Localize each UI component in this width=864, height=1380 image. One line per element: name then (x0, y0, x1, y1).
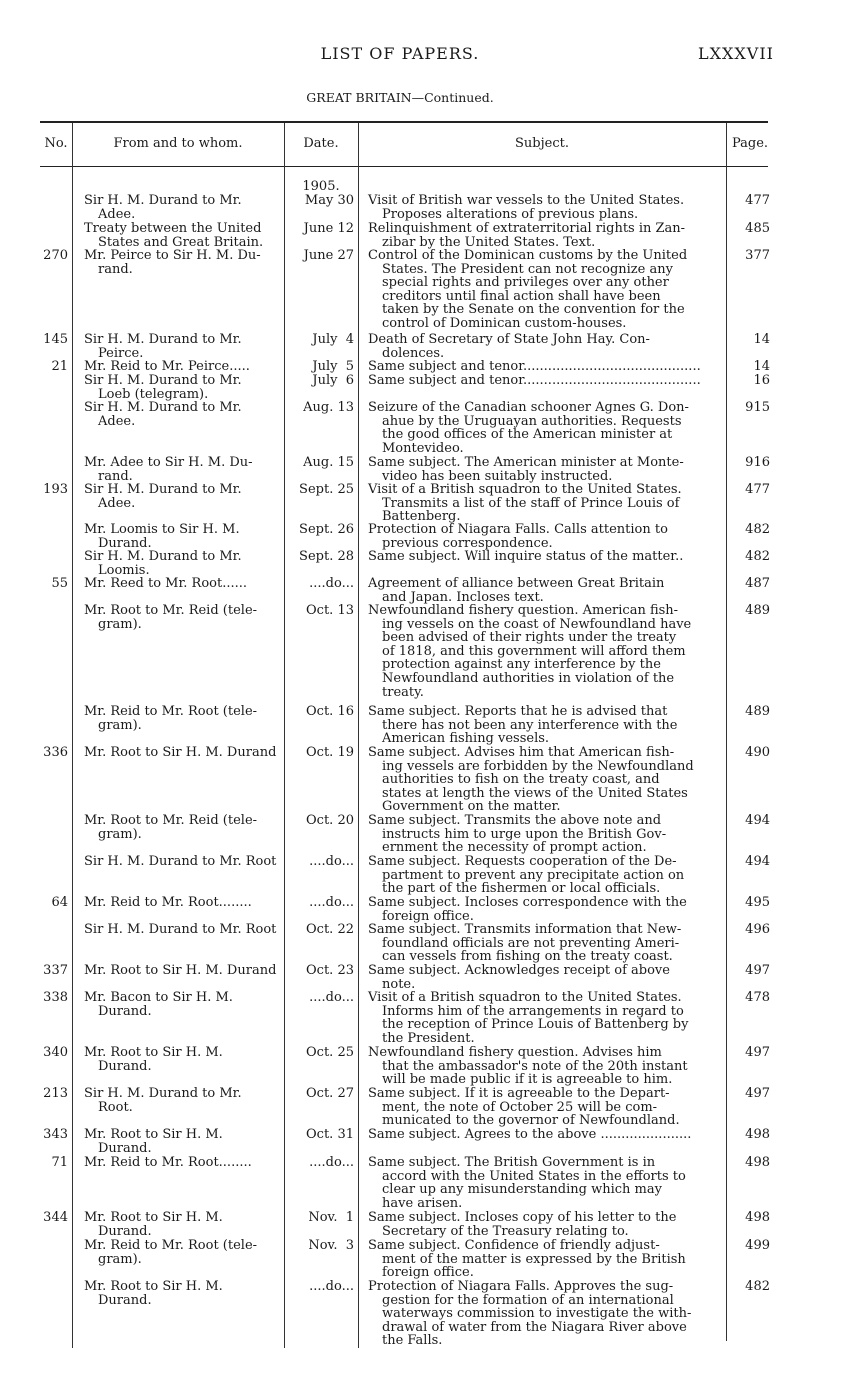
cell-line: note. (382, 976, 416, 992)
cell-line: Same subject. Confidence of friendly adjust- (368, 1238, 660, 1253)
row-number: 193 (43, 482, 68, 497)
cell-line: foreign office. (382, 908, 474, 924)
cell-line: Durand. (98, 1003, 152, 1019)
column-header-from: From and to whom. (113, 136, 243, 151)
row-from-to (84, 360, 280, 374)
cell-line: Protection of Niagara Falls. Calls attention to (368, 522, 668, 537)
cell-line: of 1818, and this government will afford them (382, 643, 686, 659)
cell-line: Same subject. Advises him that American fish- (368, 745, 675, 760)
cell-line: Same subject and tenor........................................... (368, 373, 701, 388)
cell-line: municated to the governor of Newfoundland. (382, 1113, 680, 1129)
cell-line: States. The President can not recognize any (382, 261, 673, 277)
row-subject (368, 1128, 724, 1142)
cell-line: waterways commission to investigate the with- (382, 1306, 692, 1322)
row-page: 495 (745, 895, 770, 910)
row-page: 489 (745, 603, 770, 618)
row-page: 498 (745, 1127, 770, 1142)
row-date: ....do... (309, 854, 354, 869)
cell-line: drawal of water from the Niagara River above (382, 1319, 687, 1335)
row-number: 71 (51, 1155, 68, 1170)
column-divider-2 (284, 123, 285, 1348)
cell-line: can vessels from fishing on the treaty coast. (382, 949, 673, 965)
row-subject (368, 333, 724, 360)
cell-line: gestion for the formation of an international (382, 1292, 674, 1308)
cell-line: Sir H. M. Durand to Mr. (84, 332, 242, 347)
row-page: 489 (745, 704, 770, 719)
cell-line: been advised of their rights under the treaty (382, 630, 677, 646)
cell-line: Mr. Root to Sir H. M. (84, 1127, 223, 1142)
row-subject (368, 360, 724, 374)
cell-line: Control of the Dominican customs by the United (368, 248, 688, 263)
row-number: 337 (43, 963, 68, 978)
cell-line: ment of the matter is expressed by the British (382, 1251, 686, 1267)
cell-line: American fishing vessels. (382, 731, 550, 747)
cell-line: Peirce. (98, 345, 144, 361)
row-from-to (84, 991, 280, 1018)
cell-line: Government on the matter. (382, 799, 561, 815)
row-from-to (84, 456, 280, 483)
row-subject (368, 523, 724, 550)
cell-line: ahue by the Uruguayan authorities. Requests (382, 413, 682, 429)
cell-line: that the ambassador's note of the 20th instant (382, 1058, 688, 1074)
cell-line: Durand. (98, 1058, 152, 1074)
row-page: 497 (745, 963, 770, 978)
row-page: 477 (745, 193, 770, 208)
row-from-to (84, 1128, 280, 1155)
cell-line: ing vessels are forbidden by the Newfoundland (382, 758, 694, 774)
column-header-date: Date. (303, 136, 339, 151)
row-date: Oct. 25 (306, 1045, 354, 1060)
row-page: 499 (745, 1238, 770, 1253)
column-divider-3 (358, 123, 359, 1348)
row-date: July 6 (312, 373, 354, 388)
cell-line: Same subject. Transmits information that New- (368, 922, 682, 937)
row-page: 490 (745, 745, 770, 760)
row-subject (368, 1046, 724, 1087)
row-subject (368, 705, 724, 746)
row-date: Nov. 3 (308, 1238, 354, 1253)
row-from-to (84, 222, 280, 249)
cell-line: Same subject. Acknowledges receipt of above (368, 963, 670, 978)
cell-line: clear up any misunderstanding which may (382, 1182, 662, 1198)
row-date: Sept. 28 (299, 549, 354, 564)
row-from-to (84, 523, 280, 550)
row-page: 494 (745, 813, 770, 828)
cell-line: Loeb (telegram). (98, 386, 209, 402)
row-from-to (84, 1239, 280, 1266)
row-date: ....do... (309, 990, 354, 1005)
cell-line: Mr. Reid to Mr. Peirce..... (84, 359, 250, 374)
row-number: 145 (43, 332, 68, 347)
row-subject (368, 1156, 724, 1210)
row-date: Sept. 26 (299, 522, 354, 537)
cell-line: Mr. Loomis to Sir H. M. (84, 522, 240, 537)
row-date: Oct. 22 (306, 922, 354, 937)
cell-line: ing vessels on the coast of Newfoundland have (382, 616, 692, 632)
row-subject (368, 923, 724, 964)
row-date: May 30 (304, 193, 354, 208)
cell-line: ernment the necessity of prompt action. (382, 840, 647, 856)
row-from-to (84, 1211, 280, 1238)
column-divider-4 (726, 123, 727, 1341)
cell-line: Sir H. M. Durand to Mr. Root (84, 854, 277, 869)
row-subject (368, 374, 724, 388)
row-number: 55 (51, 576, 68, 591)
cell-line: gram). (98, 616, 142, 632)
row-from-to (84, 814, 280, 841)
row-from-to (84, 483, 280, 510)
cell-line: foreign office. (382, 1265, 474, 1281)
cell-line: Mr. Reid to Mr. Root (tele- (84, 1238, 258, 1253)
cell-line: Mr. Reed to Mr. Root...... (84, 576, 247, 591)
cell-line: Agreement of alliance between Great Britain (368, 576, 665, 591)
cell-line: the good offices of the American minister at (382, 427, 673, 443)
row-from-to (84, 746, 280, 760)
row-from-to (84, 1087, 280, 1114)
cell-line: foundland officials are not preventing Ameri- (382, 935, 680, 951)
row-number: 340 (43, 1045, 68, 1060)
cell-line: instructs him to urge upon the British Gov- (382, 826, 667, 842)
cell-line: Loomis. (98, 562, 150, 578)
cell-line: protection against any interference by the (382, 657, 661, 673)
cell-line: ment, the note of October 25 will be com- (382, 1099, 658, 1115)
cell-line: Mr. Root to Sir H. M. (84, 1210, 223, 1225)
cell-line: there has not been any interference with the (382, 717, 678, 733)
cell-line: the reception of Prince Louis of Battenberg by (382, 1017, 689, 1033)
row-subject (368, 222, 724, 249)
cell-line: states at length the views of the United States (382, 785, 688, 801)
row-subject (368, 194, 724, 221)
row-date: ....do... (309, 1279, 354, 1294)
row-from-to (84, 550, 280, 577)
cell-line: dolences. (382, 345, 445, 361)
cell-line: Mr. Root to Mr. Reid (tele- (84, 603, 258, 618)
cell-line: Sir H. M. Durand to Mr. (84, 482, 242, 497)
row-subject (368, 550, 724, 564)
cell-line: Durand. (98, 1292, 152, 1308)
row-date: Oct. 19 (306, 745, 354, 760)
cell-line: Same subject. Agrees to the above ...................... (368, 1127, 692, 1142)
cell-line: Sir H. M. Durand to Mr. (84, 193, 242, 208)
section-subtitle: GREAT BRITAIN—Continued. (306, 90, 494, 105)
row-subject (368, 1211, 724, 1238)
row-subject (368, 577, 724, 604)
row-from-to (84, 1156, 280, 1170)
header-bottom-rule (40, 166, 768, 167)
row-from-to (84, 194, 280, 221)
cell-line: Death of Secretary of State John Hay. Con- (368, 332, 650, 347)
row-subject (368, 401, 724, 455)
row-page: 497 (745, 1045, 770, 1060)
cell-line: Same subject. The British Government is in (368, 1155, 656, 1170)
row-subject (368, 896, 724, 923)
column-header-no: No. (44, 136, 68, 151)
row-subject (368, 1280, 724, 1348)
cell-line: Adee. (98, 495, 136, 511)
page-title: LIST OF PAPERS. (320, 44, 480, 63)
cell-line: authorities to fish on the treaty coast, and (382, 772, 660, 788)
row-from-to (84, 923, 280, 937)
row-from-to (84, 401, 280, 428)
cell-line: Visit of British war vessels to the United States. (368, 193, 685, 208)
cell-line: rand. (98, 468, 133, 484)
column-header-page: Page. (731, 136, 769, 151)
row-date: Aug. 13 (303, 400, 354, 415)
row-from-to (84, 1280, 280, 1307)
row-date: Aug. 15 (303, 455, 354, 470)
cell-line: Seizure of the Canadian schooner Agnes G. Don- (368, 400, 689, 415)
row-from-to (84, 1046, 280, 1073)
cell-line: Mr. Reid to Mr. Root (tele- (84, 704, 258, 719)
cell-line: Durand. (98, 1223, 152, 1239)
row-subject (368, 483, 724, 524)
cell-line: Visit of a British squadron to the United States. (368, 482, 682, 497)
row-number: 336 (43, 745, 68, 760)
cell-line: the part of the fishermen or local officials. (382, 881, 661, 897)
cell-line: Informs him of the arrangements in regard to (382, 1003, 684, 1019)
row-subject (368, 964, 724, 991)
cell-line: Newfoundland fishery question. American fish- (368, 603, 679, 618)
cell-line: zibar by the United States. Text. (382, 234, 596, 250)
cell-line: previous correspondence. (382, 535, 553, 551)
row-number: 21 (51, 359, 68, 374)
cell-line: have arisen. (382, 1195, 463, 1211)
row-from-to (84, 249, 280, 276)
cell-line: Same subject. If it is agreeable to the Depart- (368, 1086, 670, 1101)
table-top-rule (40, 121, 768, 123)
cell-line: Mr. Peirce to Sir H. M. Du- (84, 248, 261, 263)
cell-line: Adee. (98, 413, 136, 429)
row-page: 477 (745, 482, 770, 497)
row-page: 498 (745, 1210, 770, 1225)
cell-line: Same subject. Will inquire status of the matter.. (368, 549, 684, 564)
row-subject (368, 1239, 724, 1280)
column-header-subject: Subject. (515, 136, 569, 151)
cell-line: Same subject. Incloses correspondence with the (368, 895, 687, 910)
cell-line: Battenberg. (382, 509, 461, 525)
row-date: Oct. 31 (306, 1127, 354, 1142)
cell-line: Durand. (98, 535, 152, 551)
row-date: Oct. 23 (306, 963, 354, 978)
row-date: ....do... (309, 576, 354, 591)
cell-line: Visit of a British squadron to the United States. (368, 990, 682, 1005)
cell-line: treaty. (382, 684, 424, 700)
cell-line: special rights and privileges over any other (382, 275, 669, 291)
row-page: 16 (753, 373, 770, 388)
cell-line: Sir H. M. Durand to Mr. (84, 373, 242, 388)
cell-line: Mr. Adee to Sir H. M. Du- (84, 455, 253, 470)
row-page: 916 (745, 455, 770, 470)
cell-line: will be made public if it is agreeable to him. (382, 1072, 673, 1088)
row-page: 482 (745, 549, 770, 564)
cell-line: Mr. Root to Sir H. M. (84, 1045, 223, 1060)
row-page: 482 (745, 522, 770, 537)
cell-line: Sir H. M. Durand to Mr. (84, 400, 242, 415)
cell-line: Newfoundland fishery question. Advises him (368, 1045, 662, 1060)
row-date: ....do... (309, 895, 354, 910)
row-from-to (84, 374, 280, 401)
cell-line: Sir H. M. Durand to Mr. (84, 549, 242, 564)
row-page: 496 (745, 922, 770, 937)
cell-line: Proposes alterations of previous plans. (382, 206, 639, 222)
row-page: 487 (745, 576, 770, 591)
cell-line: Mr. Reid to Mr. Root........ (84, 1155, 252, 1170)
row-date: July 5 (312, 359, 354, 374)
cell-line: Mr. Bacon to Sir H. M. (84, 990, 233, 1005)
cell-line: the President. (382, 1030, 475, 1046)
row-subject (368, 1087, 724, 1128)
cell-line: States and Great Britain. (98, 234, 264, 250)
row-number: 64 (51, 895, 68, 910)
row-from-to (84, 333, 280, 360)
row-date: June 12 (303, 221, 354, 236)
cell-line: Secretary of the Treasury relating to. (382, 1223, 629, 1239)
cell-line: Transmits a list of the staff of Prince Louis of (382, 495, 680, 511)
row-from-to (84, 577, 280, 591)
cell-line: video has been suitably instructed. (382, 468, 613, 484)
row-date: Oct. 27 (306, 1086, 354, 1101)
cell-line: Durand. (98, 1140, 152, 1156)
cell-line: creditors until final action shall have been (382, 288, 661, 304)
cell-line: gram). (98, 826, 142, 842)
row-from-to (84, 705, 280, 732)
row-from-to (84, 896, 280, 910)
cell-line: Mr. Reid to Mr. Root........ (84, 895, 252, 910)
cell-line: control of Dominican custom-houses. (382, 315, 627, 331)
row-number: 270 (43, 248, 68, 263)
cell-line: Same subject and tenor........................................... (368, 359, 701, 374)
cell-line: gram). (98, 717, 142, 733)
row-page: 482 (745, 1279, 770, 1294)
cell-line: Mr. Root to Sir H. M. (84, 1279, 223, 1294)
row-date: Nov. 1 (308, 1210, 354, 1225)
row-from-to (84, 604, 280, 631)
row-subject (368, 814, 724, 855)
cell-line: Same subject. Transmits the above note and (368, 813, 662, 828)
year-label: 1905. (302, 179, 340, 194)
cell-line: gram). (98, 1251, 142, 1267)
row-date: Oct. 16 (306, 704, 354, 719)
cell-line: Mr. Root to Mr. Reid (tele- (84, 813, 258, 828)
row-subject (368, 604, 724, 699)
row-date: Sept. 25 (299, 482, 354, 497)
row-from-to (84, 855, 280, 869)
row-subject (368, 249, 724, 331)
row-date: July 4 (312, 332, 354, 347)
row-page: 14 (753, 359, 770, 374)
row-number: 338 (43, 990, 68, 1005)
cell-line: Newfoundland authorities in violation of the (382, 670, 675, 686)
cell-line: Same subject. The American minister at Monte- (368, 455, 684, 470)
cell-line: Mr. Root to Sir H. M. Durand (84, 963, 277, 978)
row-date: Oct. 13 (306, 603, 354, 618)
cell-line: Protection of Niagara Falls. Approves the sug- (368, 1279, 674, 1294)
cell-line: the Falls. (382, 1333, 443, 1349)
cell-line: Sir H. M. Durand to Mr. (84, 1086, 242, 1101)
cell-line: Same subject. Incloses copy of his letter to the (368, 1210, 677, 1225)
cell-line: taken by the Senate on the convention for the (382, 302, 685, 318)
cell-line: Sir H. M. Durand to Mr. Root (84, 922, 277, 937)
row-from-to (84, 964, 280, 978)
page-numeral: LXXXVII (698, 44, 774, 63)
row-page: 478 (745, 990, 770, 1005)
row-page: 485 (745, 221, 770, 236)
cell-line: Relinquishment of extraterritorial rights in Zan- (368, 221, 686, 236)
column-divider-1 (72, 123, 73, 1348)
row-page: 498 (745, 1155, 770, 1170)
row-date: Oct. 20 (306, 813, 354, 828)
row-page: 497 (745, 1086, 770, 1101)
cell-line: Mr. Root to Sir H. M. Durand (84, 745, 277, 760)
row-number: 344 (43, 1210, 68, 1225)
row-subject (368, 456, 724, 483)
cell-line: accord with the United States in the efforts to (382, 1168, 686, 1184)
row-date: June 27 (303, 248, 354, 263)
cell-line: partment to prevent any precipitate action on (382, 867, 685, 883)
row-number: 213 (43, 1086, 68, 1101)
row-subject (368, 855, 724, 896)
row-page: 14 (753, 332, 770, 347)
row-subject (368, 991, 724, 1045)
row-date: ....do... (309, 1155, 354, 1170)
cell-line: Root. (98, 1099, 133, 1115)
cell-line: and Japan. Incloses text. (382, 589, 544, 605)
row-number: 343 (43, 1127, 68, 1142)
cell-line: Adee. (98, 206, 136, 222)
row-page: 494 (745, 854, 770, 869)
cell-line: Same subject. Requests cooperation of the De- (368, 854, 677, 869)
cell-line: Montevideo. (382, 440, 464, 456)
row-page: 377 (745, 248, 770, 263)
cell-line: Treaty between the United (84, 221, 262, 236)
cell-line: Same subject. Reports that he is advised that (368, 704, 668, 719)
row-subject (368, 746, 724, 814)
row-page: 915 (745, 400, 770, 415)
cell-line: rand. (98, 261, 133, 277)
